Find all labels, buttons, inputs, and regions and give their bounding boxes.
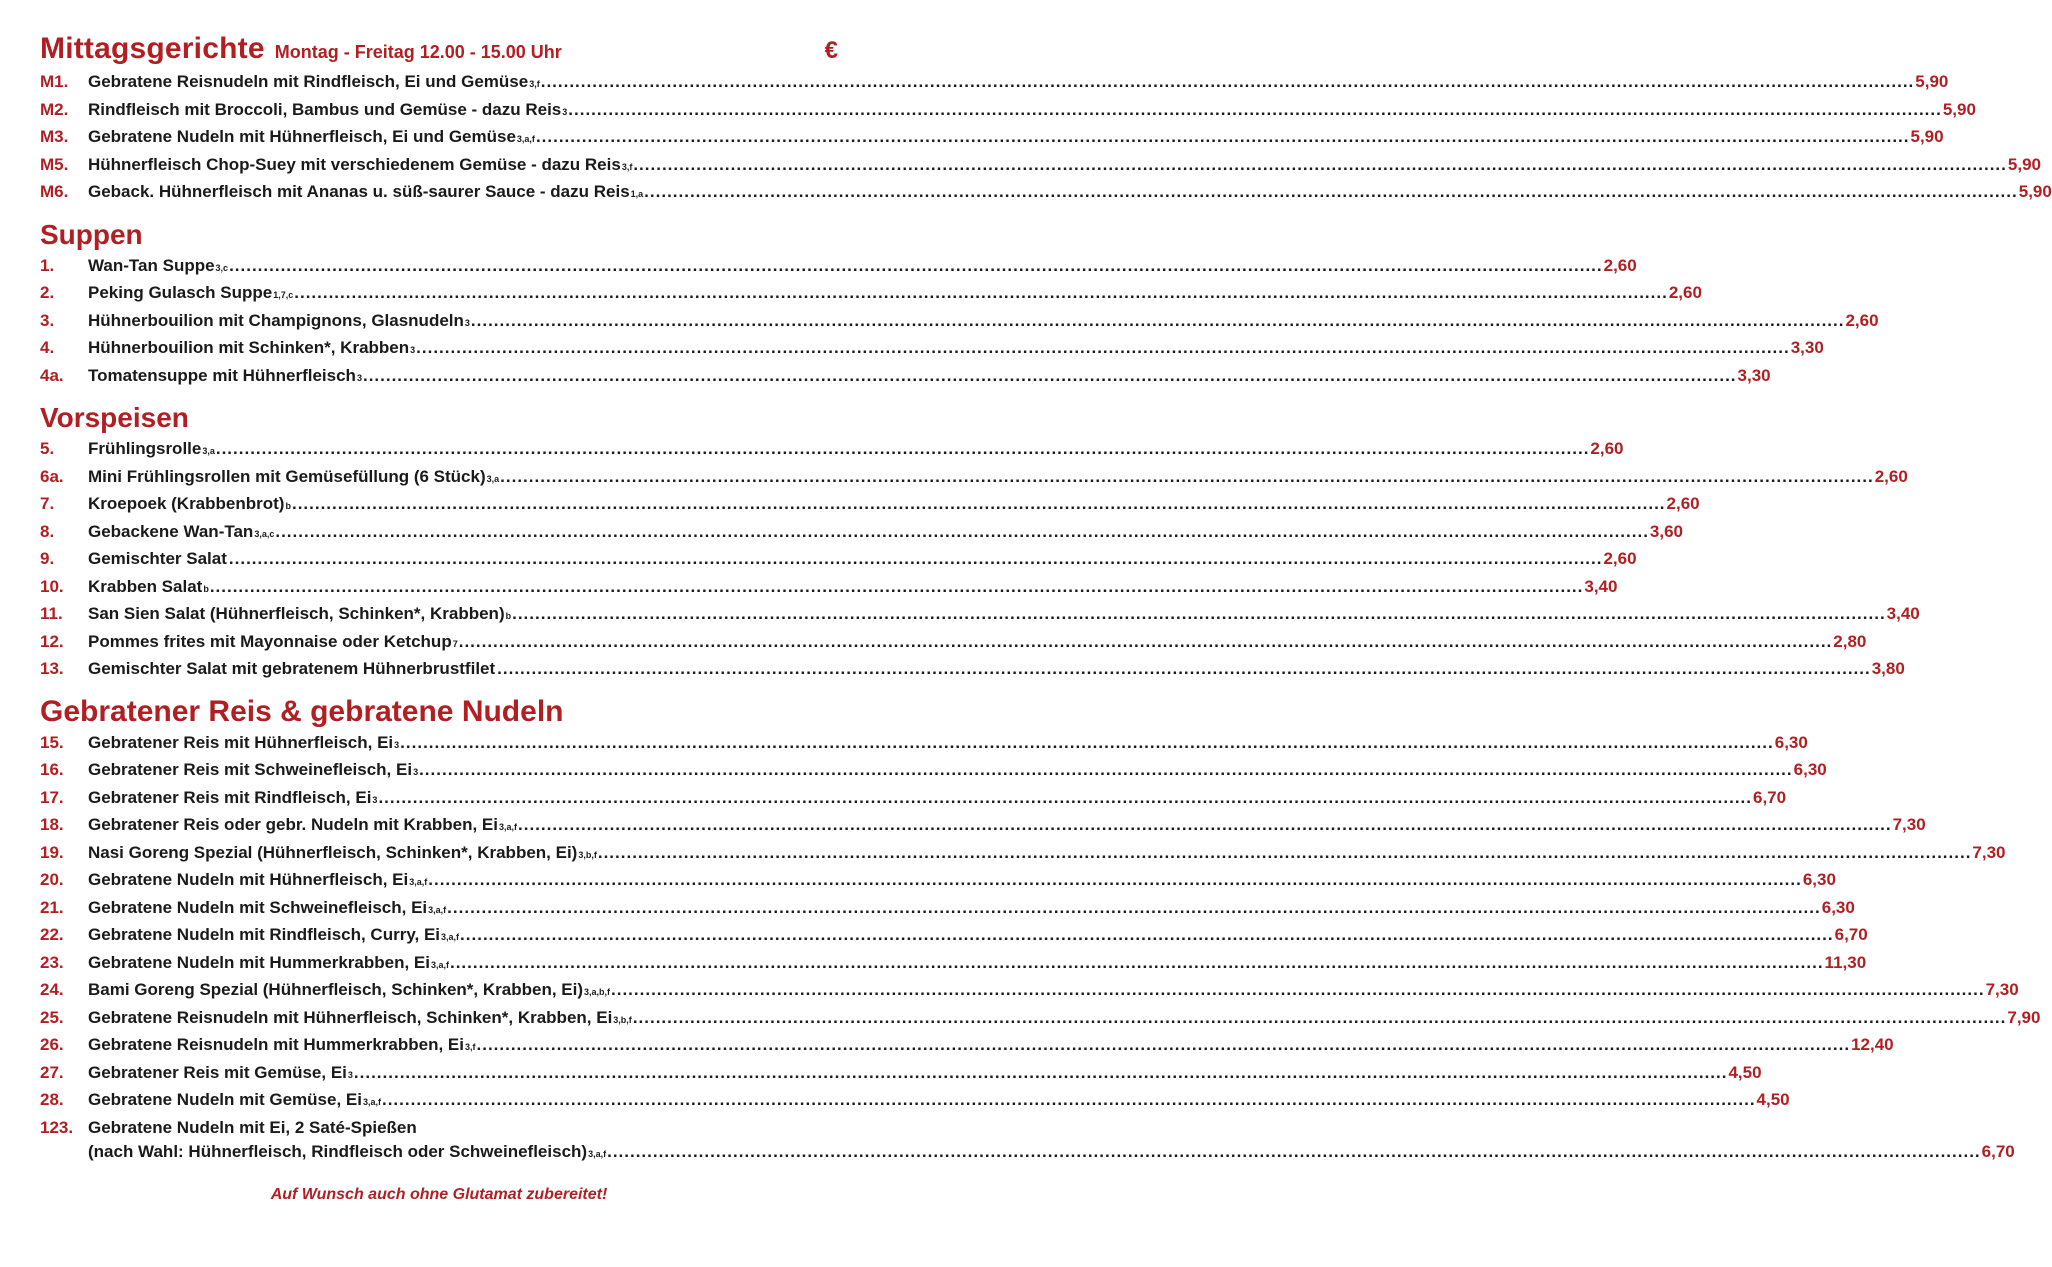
- item-name: Pommes frites mit Mayonnaise oder Ketchup: [88, 631, 452, 651]
- menu-item: [40, 182, 2052, 210]
- item-name: Gebratener Reis mit Rindfleisch, Ei: [88, 787, 372, 807]
- leader-dots: [471, 311, 1845, 331]
- item-name: Mini Frühlingsrollen mit Gemüsefüllung (6 Stück): [88, 466, 486, 486]
- leader-dots: [450, 953, 1824, 973]
- leader-dots: [363, 366, 1737, 386]
- leader-dots: [497, 659, 1871, 679]
- item-name: Geback. Hühnerfleisch mit Ananas u. süß-saurer Sauce - dazu Reis: [88, 182, 630, 201]
- leader-dots: [477, 1035, 1851, 1055]
- menu-item: [40, 127, 1944, 155]
- menu-item: [40, 760, 1827, 788]
- item-number: 6a.: [40, 466, 64, 486]
- item-number: 3.: [40, 310, 55, 330]
- menu-item: [40, 925, 1868, 953]
- item-number: 22.: [40, 925, 64, 944]
- item-price: 7,30: [1972, 842, 2006, 862]
- item-number: 9.: [40, 549, 55, 568]
- item-name: Gebratener Reis oder gebr. Nudeln mit Krabben, Ei: [88, 815, 498, 834]
- item-price: 2,60: [1666, 494, 1700, 513]
- leader-dots: [210, 577, 1584, 597]
- item-number: 4.: [40, 338, 55, 357]
- allergen-codes: 3,b,f: [578, 849, 597, 860]
- item-number: 4a.: [40, 365, 64, 385]
- leader-dots: [400, 733, 1774, 753]
- allergen-codes: 3: [356, 372, 362, 383]
- menu-item: [40, 980, 2019, 1008]
- menu-item: [40, 732, 1808, 761]
- leader-dots: [378, 788, 1752, 808]
- item-name: Gebratene Nudeln mit Ei, 2 Saté-Spießen: [88, 1117, 417, 1137]
- item-price: 2,60: [1590, 439, 1624, 458]
- item-number: 7.: [40, 494, 55, 513]
- item-price: 11,30: [1824, 952, 1867, 972]
- allergen-codes: 1,a: [630, 189, 644, 199]
- leader-dots: [292, 494, 1666, 514]
- item-name: Tomatensuppe mit Hühnerfleisch: [88, 365, 356, 385]
- allergen-codes: 3,a,f: [588, 1148, 607, 1159]
- allergen-codes: 3: [372, 794, 378, 805]
- item-name: Gemischter Salat mit gebratenem Hühnerbrustfilet: [88, 659, 496, 678]
- item-number: 2.: [40, 283, 55, 302]
- item-price: 12,40: [1851, 1035, 1894, 1054]
- suppen-list: [40, 255, 1879, 394]
- leader-dots: [460, 925, 1834, 945]
- allergen-codes: 3,a,c: [254, 528, 275, 539]
- leader-dots: [633, 1008, 2007, 1028]
- item-name: Gebratene Nudeln mit Hühnerfleisch, Ei und Gemüse: [88, 127, 516, 146]
- allergen-codes: 3: [347, 1069, 353, 1080]
- leader-dots: [536, 127, 1910, 147]
- menu-item: [40, 310, 1879, 339]
- menu-item: [40, 1090, 1790, 1118]
- allergen-codes: 3: [410, 345, 416, 355]
- item-name: Wan-Tan Suppe: [88, 255, 215, 275]
- item-number: 20.: [40, 870, 64, 889]
- item-name: Nasi Goreng Spezial (Hühnerfleisch, Schinken*, Krabben, Ei): [88, 842, 578, 862]
- allergen-codes: 3: [413, 767, 419, 777]
- item-number: 15.: [40, 732, 64, 752]
- item-price: 5,90: [2007, 154, 2041, 174]
- section-title-vorspeisen: Vorspeisen: [40, 402, 189, 433]
- leader-dots: [275, 522, 1649, 542]
- menu-item: [40, 154, 2041, 183]
- menu-item: [40, 494, 1700, 522]
- leader-dots: [216, 439, 1590, 459]
- menu-item: [40, 659, 1905, 687]
- item-price: 7,30: [1985, 980, 2019, 999]
- allergen-codes: 3,a,f: [516, 134, 535, 144]
- item-name: Bami Goreng Spezial (Hühnerfleisch, Schinken*, Krabben, Ei): [88, 980, 583, 999]
- leader-dots: [518, 815, 1892, 835]
- item-number: 23.: [40, 952, 64, 972]
- item-price: 4,50: [1728, 1062, 1762, 1082]
- menu-item: [40, 897, 1855, 926]
- item-name: Frühlingsrolle: [88, 439, 202, 458]
- item-name: Rindfleisch mit Broccoli, Bambus und Gemüse - dazu Reis: [88, 99, 562, 119]
- leader-dots: [294, 283, 1668, 303]
- item-name: Hühnerfleisch Chop-Suey mit verschiedenem Gemüse - dazu Reis: [88, 154, 621, 174]
- leader-dots: [416, 338, 1790, 358]
- item-number: M5.: [40, 154, 69, 174]
- item-number: 27.: [40, 1062, 64, 1082]
- allergen-codes: 7: [452, 638, 458, 649]
- leader-dots: [419, 760, 1793, 780]
- allergen-codes: 3: [464, 317, 470, 328]
- item-name: Gebratener Reis mit Gemüse, Ei: [88, 1062, 347, 1082]
- item-price: 2,60: [1845, 310, 1879, 330]
- footer-note: Auf Wunsch auch ohne Glutamat zubereitet!: [270, 1185, 608, 1203]
- item-price: 3,30: [1737, 365, 1771, 385]
- item-price: 6,70: [1981, 1141, 2015, 1161]
- menu-item: [40, 1035, 1894, 1063]
- allergen-codes: 3,a,f: [498, 822, 517, 832]
- item-price: 7,30: [1892, 815, 1926, 834]
- section-title-reis: Gebratener Reis & gebratene Nudeln: [40, 694, 564, 728]
- item-price: 2,60: [1603, 549, 1637, 568]
- item-price: 2,80: [1833, 631, 1867, 651]
- item-number: 28.: [40, 1090, 64, 1109]
- item-name: Krabben Salat: [88, 576, 203, 596]
- allergen-codes: 3,a,f: [409, 877, 428, 887]
- allergen-codes: 3,a,b,f: [584, 987, 611, 997]
- item-price: 3,30: [1790, 338, 1824, 357]
- allergen-codes: 3,a: [202, 446, 215, 456]
- item-price: 4,50: [1756, 1090, 1790, 1109]
- item-number: 17.: [40, 787, 64, 807]
- leader-dots: [382, 1090, 1756, 1110]
- item-price: 3,80: [1871, 659, 1905, 678]
- item-name: Gemischter Salat: [88, 549, 227, 568]
- menu-item: [40, 815, 1926, 843]
- menu-item: [40, 576, 1618, 605]
- allergen-codes: b: [203, 583, 209, 594]
- item-name: Gebratene Reisnudeln mit Hummerkrabben, Ei: [88, 1035, 464, 1054]
- item-price: 2,60: [1603, 255, 1637, 275]
- item-number: M1.: [40, 72, 69, 91]
- leader-dots: [229, 256, 1603, 276]
- leader-dots: [633, 155, 2007, 175]
- item-name: Gebratener Reis mit Hühnerfleisch, Ei: [88, 732, 394, 752]
- allergen-codes: 3,a,f: [441, 932, 460, 942]
- item-number: 19.: [40, 842, 64, 862]
- item-price: 5,90: [2018, 182, 2052, 201]
- item-price: 2,60: [1668, 283, 1702, 302]
- item-name: Peking Gulasch Suppe: [88, 283, 273, 302]
- allergen-codes: 3: [562, 106, 568, 117]
- item-number: 123.: [40, 1117, 74, 1137]
- leader-dots: [229, 549, 1603, 569]
- item-price: 6,30: [1793, 760, 1827, 779]
- allergen-codes: 3,c: [215, 262, 229, 273]
- item-price: 7,90: [2007, 1007, 2041, 1027]
- menu-item: [40, 255, 1637, 284]
- currency-symbol: €: [824, 37, 838, 64]
- leader-dots: [598, 843, 1972, 863]
- item-number: M2.: [40, 99, 69, 119]
- leader-dots: [500, 467, 1874, 487]
- leader-dots: [512, 604, 1886, 624]
- menu-item: [40, 631, 1867, 660]
- reis-list: [40, 732, 2041, 1118]
- item-price: 6,70: [1834, 925, 1868, 944]
- item-name: Gebratene Nudeln mit Schweinefleisch, Ei: [88, 897, 428, 917]
- leader-dots: [428, 870, 1802, 890]
- allergen-codes: 3,b,f: [613, 1014, 632, 1025]
- vorspeisen-list: [40, 439, 1920, 687]
- item-number: 21.: [40, 897, 64, 917]
- leader-dots: [541, 72, 1915, 92]
- item-name: Gebratener Reis mit Schweinefleisch, Ei: [88, 760, 413, 779]
- menu-item-special: [40, 1117, 2015, 1172]
- menu-item: [40, 466, 1908, 495]
- allergen-codes: 3,f: [464, 1042, 476, 1052]
- allergen-codes: 3,a,f: [430, 959, 449, 970]
- menu-item: [40, 72, 1949, 100]
- allergen-codes: 3,f: [621, 161, 633, 172]
- section-title-suppen: Suppen: [40, 218, 143, 250]
- item-name: Hühnerbouilion mit Champignons, Glasnudeln: [88, 310, 464, 330]
- allergen-codes: 1,7,c: [273, 290, 294, 300]
- menu-item: [40, 549, 1637, 577]
- menu-item: [40, 842, 2006, 871]
- item-price: 5,90: [1910, 127, 1944, 146]
- item-number: 26.: [40, 1035, 64, 1054]
- item-number: 10.: [40, 576, 64, 596]
- item-name: Gebratene Nudeln mit Hummerkrabben, Ei: [88, 952, 430, 972]
- menu-item: [40, 365, 1771, 394]
- menu-item: [40, 338, 1824, 366]
- item-number: 11.: [40, 604, 63, 623]
- leader-dots: [354, 1063, 1728, 1083]
- mittag-list: [40, 72, 2052, 210]
- item-price: 6,30: [1802, 870, 1836, 889]
- item-price: 6,30: [1821, 897, 1855, 917]
- menu-item: [40, 870, 1836, 898]
- item-price: 3,40: [1886, 604, 1920, 623]
- item-number: 18.: [40, 815, 64, 834]
- item-name: Hühnerbouilion mit Schinken*, Krabben: [88, 338, 410, 357]
- page-title: Mittagsgerichte: [40, 32, 265, 65]
- menu-item: [40, 99, 1976, 128]
- item-number: 12.: [40, 631, 64, 651]
- item-price: 5,90: [1942, 99, 1976, 119]
- item-name: Gebratene Reisnudeln mit Rindfleisch, Ei und Gemüse: [88, 72, 529, 91]
- item-number: 24.: [40, 980, 64, 999]
- leader-dots: [644, 182, 2018, 202]
- item-price: 6,30: [1774, 732, 1808, 752]
- menu-item: [40, 787, 1787, 816]
- item-name: Gebratene Nudeln mit Rindfleisch, Curry, Ei: [88, 925, 441, 944]
- allergen-codes: 3,f: [529, 79, 540, 89]
- menu-item: [40, 1007, 2041, 1036]
- menu-item: [40, 952, 1867, 981]
- item-number: 1.: [40, 255, 55, 275]
- allergen-codes: 3,a,f: [428, 904, 447, 915]
- leader-dots: [607, 1142, 1981, 1162]
- menu-item: [40, 439, 1624, 467]
- item-number: 16.: [40, 760, 64, 779]
- leader-dots: [611, 980, 1985, 1000]
- leader-dots: [568, 100, 1942, 120]
- allergen-codes: b: [285, 501, 291, 511]
- item-price: 3,40: [1584, 576, 1618, 596]
- item-number: 5.: [40, 439, 55, 458]
- item-name: Gebratene Nudeln mit Hühnerfleisch, Ei: [88, 870, 409, 889]
- item-price: 3,60: [1649, 521, 1684, 541]
- item-number: 8.: [40, 521, 55, 541]
- allergen-codes: b: [505, 611, 512, 621]
- opening-hours: Montag - Freitag 12.00 - 15.00 Uhr: [274, 42, 562, 62]
- item-number: 13.: [40, 659, 64, 678]
- item-price: 5,90: [1915, 72, 1949, 91]
- item-number: M6.: [40, 182, 69, 201]
- allergen-codes: 3: [394, 739, 400, 750]
- leader-dots: [447, 898, 1821, 918]
- item-name: Gebackene Wan-Tan: [88, 521, 254, 541]
- item-name: Gebratene Nudeln mit Gemüse, Ei: [88, 1090, 362, 1109]
- menu-item: [40, 604, 1920, 632]
- menu-item: [40, 521, 1684, 550]
- leader-dots: [459, 632, 1833, 652]
- item-name: San Sien Salat (Hühnerfleisch, Schinken*, Krabben): [88, 604, 505, 623]
- item-number: 25.: [40, 1007, 64, 1027]
- item-name: Kroepoek (Krabbenbrot): [88, 494, 285, 513]
- menu-item: [40, 1062, 1762, 1091]
- allergen-codes: 3,a: [486, 473, 500, 484]
- item-number: M3.: [40, 127, 69, 146]
- item-name-continued: (nach Wahl: Hühnerfleisch, Rindfleisch oder Schweinefleisch): [88, 1141, 588, 1161]
- item-price: 6,70: [1753, 787, 1787, 807]
- menu-item: [40, 283, 1702, 311]
- allergen-codes: 3,a,f: [362, 1097, 381, 1107]
- item-name: Gebratene Reisnudeln mit Hühnerfleisch, Schinken*, Krabben, Ei: [88, 1007, 613, 1027]
- item-price: 2,60: [1874, 466, 1908, 486]
- header: [40, 32, 838, 72]
